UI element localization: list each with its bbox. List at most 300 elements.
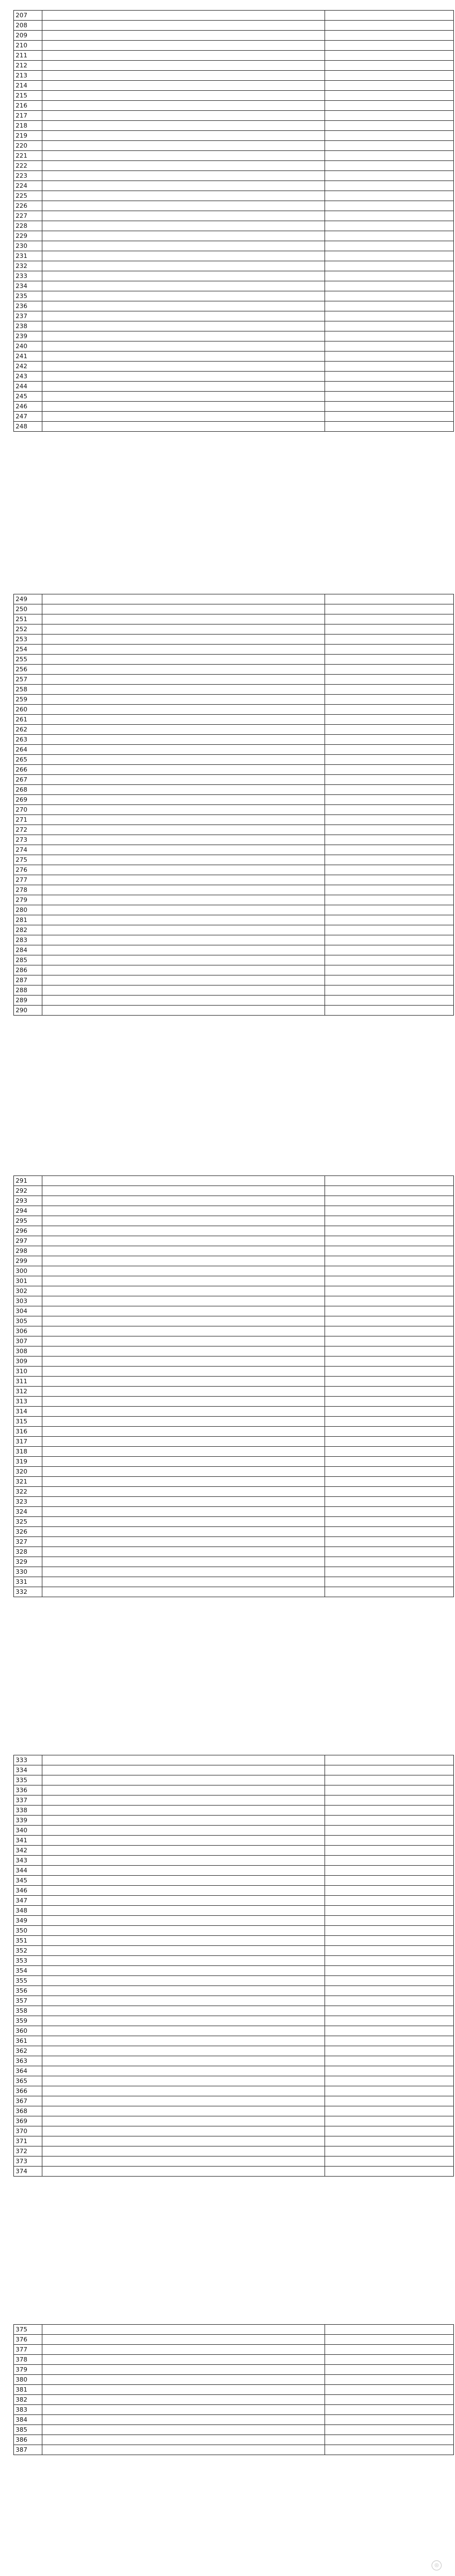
- row-number: 308: [14, 1346, 42, 1357]
- district-name: [325, 1306, 454, 1316]
- company-name: [42, 1266, 325, 1276]
- row-number: 313: [14, 1397, 42, 1407]
- company-name: [42, 1497, 325, 1507]
- table-row: [14, 1367, 454, 1377]
- table-row: [14, 1316, 454, 1326]
- table-row: [14, 665, 454, 675]
- district-name: [325, 665, 454, 675]
- row-number: 356: [14, 1986, 42, 1996]
- company-name: [42, 362, 325, 372]
- district-name: [325, 935, 454, 945]
- table-row: [14, 985, 454, 996]
- company-name: [42, 151, 325, 161]
- row-number: 217: [14, 111, 42, 121]
- table-row: [14, 1256, 454, 1266]
- row-number: 267: [14, 775, 42, 785]
- row-number: 219: [14, 131, 42, 141]
- table-row: [14, 975, 454, 985]
- company-name: [42, 331, 325, 341]
- table-row: [14, 955, 454, 965]
- district-name: [325, 805, 454, 815]
- company-name: [42, 1176, 325, 1186]
- table-row: [14, 2405, 454, 2415]
- row-number: 228: [14, 221, 42, 231]
- company-name: [42, 101, 325, 111]
- table-row: [14, 1306, 454, 1316]
- district-name: [325, 1236, 454, 1246]
- company-name: [42, 231, 325, 241]
- row-number: 257: [14, 675, 42, 685]
- row-number: 386: [14, 2435, 42, 2445]
- company-name: [42, 996, 325, 1006]
- row-number: 328: [14, 1547, 42, 1557]
- company-name: [42, 1765, 325, 1775]
- company-name: [42, 341, 325, 352]
- district-name: [325, 1336, 454, 1346]
- company-name: [42, 51, 325, 61]
- table-row: [14, 845, 454, 855]
- company-name: [42, 1477, 325, 1487]
- district-name: [325, 1286, 454, 1296]
- table-row: [14, 2167, 454, 2177]
- company-name: [42, 1336, 325, 1346]
- row-number: 208: [14, 21, 42, 31]
- company-name: [42, 2365, 325, 2375]
- company-name: [42, 1276, 325, 1286]
- company-name: [42, 1996, 325, 2006]
- row-number: 358: [14, 2006, 42, 2016]
- district-name: [325, 2157, 454, 2167]
- company-name: [42, 412, 325, 422]
- row-number: 297: [14, 1236, 42, 1246]
- row-number: 277: [14, 875, 42, 885]
- district-name: [325, 1387, 454, 1397]
- row-number: 382: [14, 2395, 42, 2405]
- table-row: [14, 935, 454, 945]
- district-name: [325, 835, 454, 845]
- table-row: [14, 1427, 454, 1437]
- company-name: [42, 392, 325, 402]
- district-name: [325, 1226, 454, 1236]
- district-name: [325, 1256, 454, 1266]
- row-number: 324: [14, 1507, 42, 1517]
- table-row: [14, 1206, 454, 1216]
- district-name: [325, 1467, 454, 1477]
- row-number: 234: [14, 281, 42, 291]
- district-name: [325, 1417, 454, 1427]
- company-name: [42, 645, 325, 655]
- row-number: 338: [14, 1806, 42, 1816]
- table-row: [14, 1447, 454, 1457]
- district-name: [325, 955, 454, 965]
- district-name: [325, 261, 454, 271]
- row-number: 280: [14, 905, 42, 915]
- table-row: [14, 1246, 454, 1256]
- company-name: [42, 2106, 325, 2116]
- table-row: [14, 1286, 454, 1296]
- district-name: [325, 1276, 454, 1286]
- company-name: [42, 1457, 325, 1467]
- district-name: [325, 2355, 454, 2365]
- district-name: [325, 231, 454, 241]
- company-name: [42, 1785, 325, 1796]
- company-name: [42, 1966, 325, 1976]
- district-name: [325, 21, 454, 31]
- company-name: [42, 805, 325, 815]
- row-number: 366: [14, 2086, 42, 2096]
- district-name: [325, 1557, 454, 1567]
- row-number: 311: [14, 1377, 42, 1387]
- district-name: [325, 1775, 454, 1785]
- company-name: [42, 1206, 325, 1216]
- table-row: [14, 2445, 454, 2455]
- company-name: [42, 855, 325, 865]
- table-row: [14, 1806, 454, 1816]
- district-name: [325, 1176, 454, 1186]
- district-name: [325, 1886, 454, 1896]
- company-name: [42, 625, 325, 635]
- company-name: [42, 31, 325, 41]
- row-number: 385: [14, 2425, 42, 2435]
- district-name: [325, 1006, 454, 1016]
- row-number: 298: [14, 1246, 42, 1256]
- table-row: [14, 2136, 454, 2146]
- table-row: [14, 331, 454, 341]
- row-number: 364: [14, 2066, 42, 2076]
- table-row: [14, 775, 454, 785]
- company-name: [42, 141, 325, 151]
- row-number: 252: [14, 625, 42, 635]
- district-name: [325, 675, 454, 685]
- row-number: 334: [14, 1765, 42, 1775]
- table-row: [14, 2415, 454, 2425]
- table-row: [14, 1577, 454, 1587]
- table-row: [14, 51, 454, 61]
- row-number: 291: [14, 1176, 42, 1186]
- table-row: [14, 161, 454, 171]
- table-row: [14, 1765, 454, 1775]
- company-name: [42, 865, 325, 875]
- district-name: [325, 281, 454, 291]
- row-number: 226: [14, 201, 42, 211]
- table-row: [14, 695, 454, 705]
- district-name: [325, 925, 454, 935]
- row-number: 262: [14, 725, 42, 735]
- row-number: 346: [14, 1886, 42, 1896]
- table-row: [14, 2375, 454, 2385]
- company-name: [42, 2066, 325, 2076]
- district-name: [325, 2385, 454, 2395]
- row-number: 210: [14, 41, 42, 51]
- table-row: [14, 1986, 454, 1996]
- district-name: [325, 1816, 454, 1826]
- company-name: [42, 1816, 325, 1826]
- company-name: [42, 685, 325, 695]
- company-name: [42, 2046, 325, 2056]
- district-name: [325, 321, 454, 331]
- row-number: 295: [14, 1216, 42, 1226]
- company-name: [42, 301, 325, 311]
- row-number: 361: [14, 2036, 42, 2046]
- district-name: [325, 2096, 454, 2106]
- district-name: [325, 11, 454, 21]
- district-name: [325, 101, 454, 111]
- row-number: 281: [14, 915, 42, 925]
- table-row: [14, 31, 454, 41]
- row-number: 349: [14, 1916, 42, 1926]
- row-number: 242: [14, 362, 42, 372]
- district-name: [325, 2335, 454, 2345]
- table-row: [14, 855, 454, 865]
- district-name: [325, 2106, 454, 2116]
- district-name: [325, 1507, 454, 1517]
- row-number: 211: [14, 51, 42, 61]
- company-name: [42, 825, 325, 835]
- company-name: [42, 955, 325, 965]
- company-name: [42, 1417, 325, 1427]
- table-row: [14, 2026, 454, 2036]
- table-row: [14, 1755, 454, 1765]
- table-row: [14, 1956, 454, 1966]
- company-name: [42, 241, 325, 251]
- company-name: [42, 2016, 325, 2026]
- company-name: [42, 2445, 325, 2455]
- district-name: [325, 785, 454, 795]
- row-number: 266: [14, 765, 42, 775]
- company-name: [42, 1437, 325, 1447]
- row-number: 251: [14, 614, 42, 625]
- company-name: [42, 945, 325, 955]
- district-name: [325, 2006, 454, 2016]
- district-name: [325, 1196, 454, 1206]
- company-name: [42, 1286, 325, 1296]
- company-name: [42, 1537, 325, 1547]
- table-row: [14, 1377, 454, 1387]
- row-number: 363: [14, 2056, 42, 2066]
- company-name: [42, 1976, 325, 1986]
- row-number: 387: [14, 2445, 42, 2455]
- district-name: [325, 241, 454, 251]
- company-name: [42, 2375, 325, 2385]
- company-name: [42, 1427, 325, 1437]
- row-number: 263: [14, 735, 42, 745]
- district-name: [325, 1487, 454, 1497]
- table-row: [14, 755, 454, 765]
- row-number: 306: [14, 1326, 42, 1336]
- company-name: [42, 2345, 325, 2355]
- district-name: [325, 996, 454, 1006]
- company-table: [13, 1755, 454, 2177]
- company-name: [42, 1547, 325, 1557]
- district-name: [325, 1367, 454, 1377]
- table-row: [14, 2395, 454, 2405]
- row-number: 320: [14, 1467, 42, 1477]
- company-name: [42, 795, 325, 805]
- row-number: 282: [14, 925, 42, 935]
- row-number: 276: [14, 865, 42, 875]
- row-number: 248: [14, 422, 42, 432]
- district-name: [325, 715, 454, 725]
- company-name: [42, 131, 325, 141]
- row-number: 377: [14, 2345, 42, 2355]
- row-number: 285: [14, 955, 42, 965]
- district-name: [325, 2116, 454, 2126]
- district-name: [325, 815, 454, 825]
- table-row: [14, 141, 454, 151]
- table-row: [14, 915, 454, 925]
- table-row: [14, 1357, 454, 1367]
- company-name: [42, 1826, 325, 1836]
- company-name: [42, 2385, 325, 2395]
- company-name: [42, 2146, 325, 2157]
- district-name: [325, 594, 454, 604]
- watermark-logo-icon: ◎: [432, 2560, 442, 2570]
- table-row: [14, 725, 454, 735]
- district-name: [325, 161, 454, 171]
- row-number: 310: [14, 1367, 42, 1377]
- district-name: [325, 965, 454, 975]
- row-number: 312: [14, 1387, 42, 1397]
- row-number: 331: [14, 1577, 42, 1587]
- table-row: [14, 291, 454, 301]
- company-name: [42, 935, 325, 945]
- district-name: [325, 625, 454, 635]
- row-number: 255: [14, 655, 42, 665]
- company-name: [42, 1986, 325, 1996]
- row-number: 327: [14, 1537, 42, 1547]
- table-row: [14, 1537, 454, 1547]
- company-name: [42, 1226, 325, 1236]
- row-number: 330: [14, 1567, 42, 1577]
- row-number: 212: [14, 61, 42, 71]
- district-name: [325, 392, 454, 402]
- company-name: [42, 1447, 325, 1457]
- table-row: [14, 745, 454, 755]
- district-name: [325, 191, 454, 201]
- district-name: [325, 1296, 454, 1306]
- row-number: 244: [14, 382, 42, 392]
- row-number: 301: [14, 1276, 42, 1286]
- district-name: [325, 1477, 454, 1487]
- table-row: [14, 795, 454, 805]
- table-row: [14, 1236, 454, 1246]
- row-number: 371: [14, 2136, 42, 2146]
- company-name: [42, 1306, 325, 1316]
- district-name: [325, 1206, 454, 1216]
- district-name: [325, 865, 454, 875]
- company-name: [42, 835, 325, 845]
- table-row: [14, 1866, 454, 1876]
- district-name: [325, 845, 454, 855]
- table-row: [14, 1886, 454, 1896]
- company-name: [42, 1296, 325, 1306]
- district-name: [325, 1216, 454, 1226]
- district-name: [325, 1547, 454, 1557]
- district-name: [325, 2405, 454, 2415]
- table-row: [14, 996, 454, 1006]
- table-row: [14, 2157, 454, 2167]
- company-name: [42, 2126, 325, 2136]
- district-name: [325, 645, 454, 655]
- row-number: 254: [14, 645, 42, 655]
- row-number: 296: [14, 1226, 42, 1236]
- company-name: [42, 121, 325, 131]
- table-row: [14, 301, 454, 311]
- table-row: [14, 151, 454, 161]
- table-row: [14, 321, 454, 331]
- table-row: [14, 835, 454, 845]
- row-number: 213: [14, 71, 42, 81]
- row-number: 362: [14, 2046, 42, 2056]
- table-row: [14, 594, 454, 604]
- district-name: [325, 2375, 454, 2385]
- company-name: [42, 1377, 325, 1387]
- row-number: 353: [14, 1956, 42, 1966]
- district-name: [325, 382, 454, 392]
- row-number: 273: [14, 835, 42, 845]
- row-number: 332: [14, 1587, 42, 1597]
- row-number: 243: [14, 372, 42, 382]
- row-number: 340: [14, 1826, 42, 1836]
- company-name: [42, 2325, 325, 2335]
- table-page-3: [13, 1175, 442, 1597]
- district-name: [325, 2136, 454, 2146]
- table-row: [14, 1906, 454, 1916]
- table-row: [14, 362, 454, 372]
- company-name: [42, 161, 325, 171]
- row-number: 239: [14, 331, 42, 341]
- table-row: [14, 2355, 454, 2365]
- row-number: 240: [14, 341, 42, 352]
- table-row: [14, 2076, 454, 2086]
- row-number: 369: [14, 2116, 42, 2126]
- table-page-4: [13, 1755, 442, 2177]
- district-name: [325, 2425, 454, 2435]
- district-name: [325, 1527, 454, 1537]
- district-name: [325, 2167, 454, 2177]
- district-name: [325, 2086, 454, 2096]
- company-name: [42, 181, 325, 191]
- row-number: 348: [14, 1906, 42, 1916]
- table-row: [14, 1176, 454, 1186]
- table-row: [14, 1826, 454, 1836]
- table-row: [14, 241, 454, 251]
- company-name: [42, 1775, 325, 1785]
- row-number: 289: [14, 996, 42, 1006]
- row-number: 344: [14, 1866, 42, 1876]
- district-name: [325, 1765, 454, 1775]
- table-row: [14, 121, 454, 131]
- row-number: 253: [14, 635, 42, 645]
- row-number: 271: [14, 815, 42, 825]
- table-row: [14, 645, 454, 655]
- row-number: 373: [14, 2157, 42, 2167]
- table-row: [14, 875, 454, 885]
- district-name: [325, 291, 454, 301]
- district-name: [325, 422, 454, 432]
- table-row: [14, 271, 454, 281]
- table-row: [14, 2006, 454, 2016]
- district-name: [325, 1377, 454, 1387]
- district-name: [325, 362, 454, 372]
- row-number: 294: [14, 1206, 42, 1216]
- district-name: [325, 705, 454, 715]
- table-row: [14, 625, 454, 635]
- company-name: [42, 2405, 325, 2415]
- district-name: [325, 915, 454, 925]
- company-name: [42, 61, 325, 71]
- table-row: [14, 765, 454, 775]
